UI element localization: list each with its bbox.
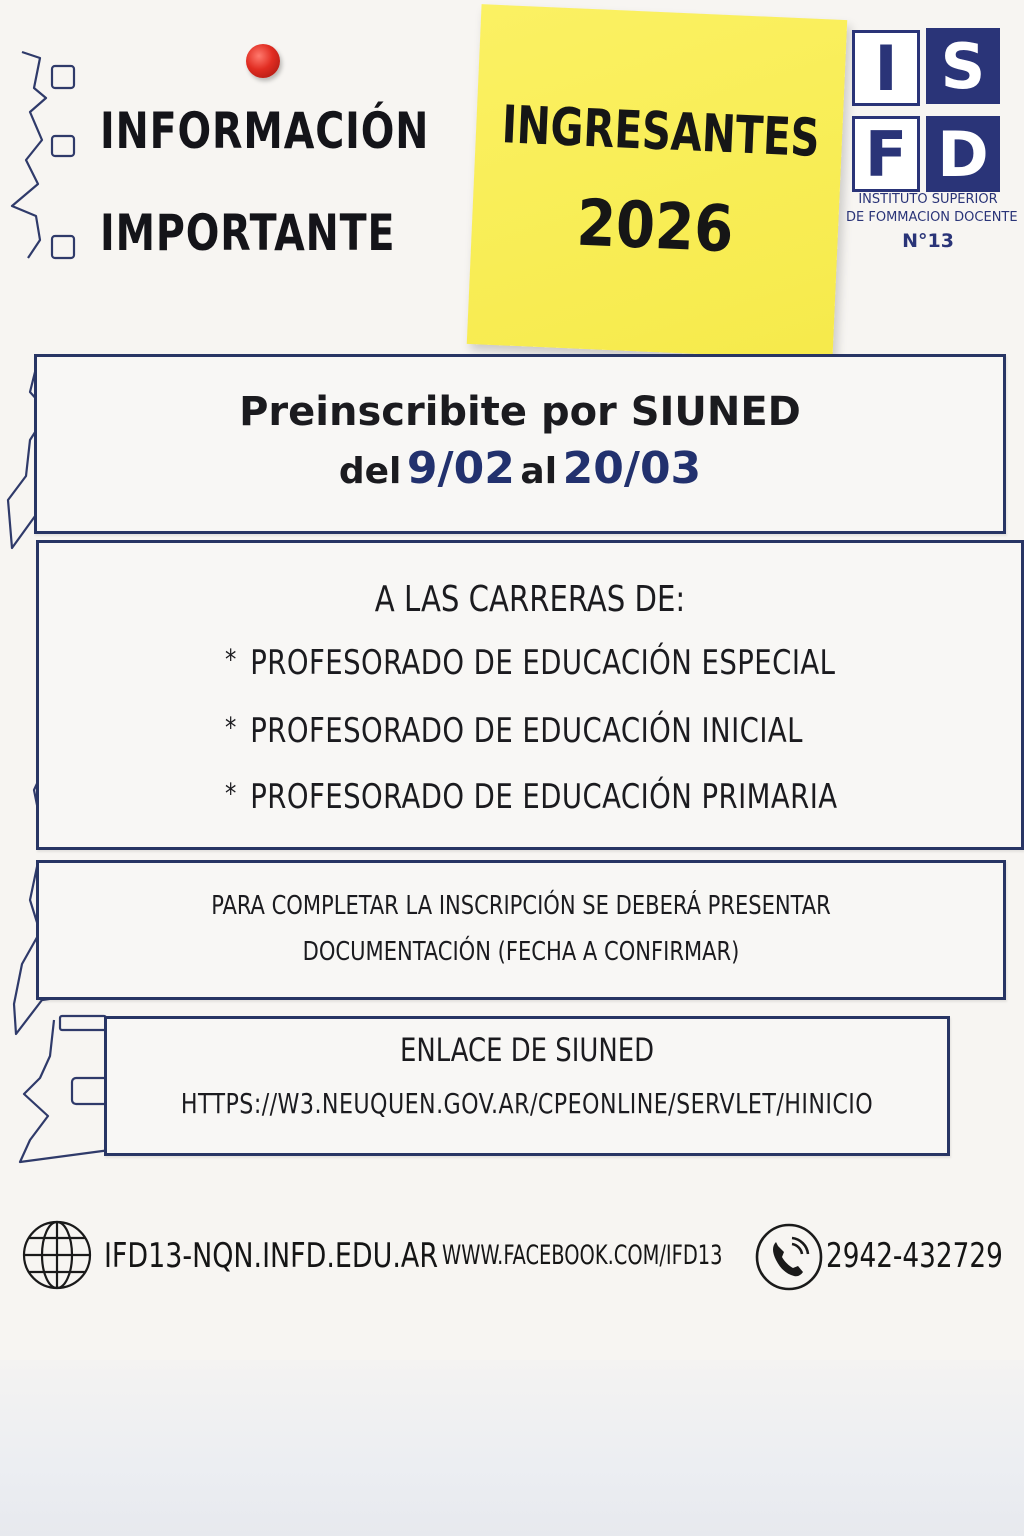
- career-item: [225, 777, 838, 817]
- career-item-label: PROFESORADO DE EDUCACIÓN ESPECIAL: [250, 643, 836, 683]
- career-item: [225, 711, 803, 751]
- phone-icon: [754, 1222, 824, 1292]
- sticky-note: [467, 4, 847, 360]
- heading-line-1: INFORMACIÓN: [100, 102, 430, 160]
- logo-letter-d: D: [926, 116, 1000, 192]
- careers-title: A LAS CARRERAS DE:: [374, 579, 686, 620]
- documentation-line-2: DOCUMENTACIÓN (FECHA A CONFIRMAR): [302, 937, 740, 967]
- sticky-note-year: 2026: [575, 186, 735, 268]
- dates-connector: al: [520, 451, 558, 492]
- preinscription-line-1: Preinscribite por SIUNED: [239, 389, 801, 435]
- siuned-link-url[interactable]: HTTPS://W3.NEUQUEN.GOV.AR/CPEONLINE/SERVLET/HINICIO: [180, 1087, 874, 1120]
- heading-line-2: IMPORTANTE: [100, 204, 396, 262]
- logo-caption-line-1: INSTITUTO SUPERIOR: [858, 192, 998, 207]
- career-item: [225, 643, 835, 683]
- bullet-star: *: [225, 711, 237, 744]
- documentation-card: [36, 860, 1006, 1000]
- preinscription-dates: [37, 443, 1003, 494]
- globe-icon: [20, 1218, 94, 1292]
- career-item-label: PROFESORADO DE EDUCACIÓN PRIMARIA: [250, 777, 838, 817]
- logo-letter-f: F: [852, 116, 920, 192]
- date-start: 9/02: [406, 443, 515, 494]
- documentation-line-1: PARA COMPLETAR LA INSCRIPCIÓN SE DEBERÁ PRESENTAR: [211, 891, 831, 921]
- logo-letter-i: I: [852, 30, 920, 106]
- footer-facebook[interactable]: WWW.FACEBOOK.COM/IFD13: [442, 1240, 723, 1271]
- dates-prefix: del: [338, 451, 402, 492]
- logo-caption-line-2: DE FOMMACION DOCENTE: [846, 210, 1018, 225]
- siuned-link-card: [104, 1016, 950, 1156]
- red-pushpin-icon: [246, 44, 280, 78]
- siuned-link-title: ENLACE DE SIUNED: [399, 1031, 655, 1069]
- date-end: 20/03: [562, 443, 702, 494]
- logo-letter-s: S: [926, 28, 1000, 104]
- bullet-star: *: [225, 643, 237, 676]
- footer-phone[interactable]: 2942-432729: [826, 1236, 1003, 1276]
- footer-website[interactable]: IFD13-NQN.INFD.EDU.AR: [104, 1236, 439, 1276]
- career-item-label: PROFESORADO DE EDUCACIÓN INICIAL: [250, 711, 803, 751]
- isfd-logo: [846, 24, 1018, 264]
- careers-card: [36, 540, 1024, 850]
- bullet-star: *: [225, 777, 237, 810]
- sticky-note-title: INGRESANTES: [500, 95, 821, 170]
- logo-caption-line-3: N°13: [902, 230, 954, 252]
- preinscription-card: [34, 354, 1006, 534]
